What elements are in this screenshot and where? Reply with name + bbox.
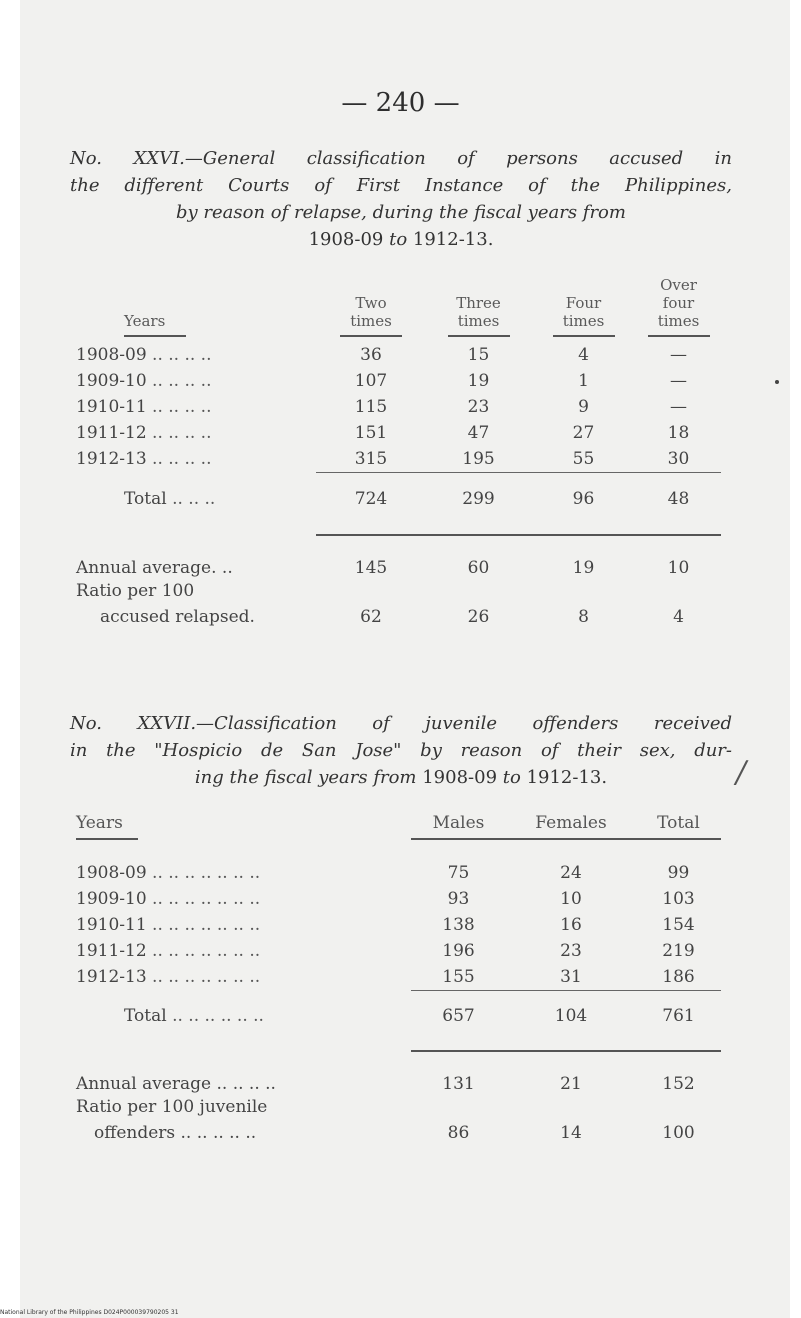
annual-row — [76, 536, 721, 578]
header-rule-row — [76, 838, 721, 860]
total-females: 104 — [554, 1006, 588, 1026]
cell-total: 154 — [662, 915, 695, 935]
header-females: Females — [535, 813, 607, 833]
pencil-mark: / — [736, 755, 747, 790]
table-row — [76, 420, 721, 446]
row-year: 1911-12 .. .. .. .. .. .. .. — [76, 941, 261, 961]
total-four: 96 — [572, 489, 595, 509]
row-year: 1909-10 .. .. .. .. .. .. .. — [76, 889, 261, 909]
cell-over: — — [670, 371, 687, 391]
cell-two: 315 — [354, 448, 388, 469]
ratio-row — [76, 1094, 721, 1146]
total-label: Total .. .. .. .. .. .. — [124, 1006, 264, 1026]
row-year: 1910-11 .. .. .. .. .. .. .. — [76, 915, 261, 935]
table-juvenile — [76, 808, 721, 1146]
header-males: Males — [432, 813, 485, 833]
scan-speck — [775, 380, 779, 384]
ratio-label: Ratio per 100 juvenile offenders .. .. .. .. .. — [76, 1097, 268, 1143]
cell-females: 10 — [560, 889, 582, 909]
cell-females: 24 — [560, 863, 582, 883]
annual-males: 131 — [442, 1074, 475, 1094]
cell-four: 1 — [578, 371, 589, 391]
header-years: Years — [124, 312, 166, 330]
total-males: 657 — [442, 1006, 475, 1026]
header-rule — [411, 838, 721, 840]
table1-caption-year-to: 1912-13. — [412, 229, 494, 250]
header-rule — [124, 335, 186, 337]
ratio-females: 14 — [560, 1123, 582, 1143]
footer-credit: National Library of the Philippines D024P000039790205 31 — [0, 1309, 179, 1316]
row-year: 1910-11 .. .. .. .. — [76, 397, 212, 417]
table-row — [76, 938, 721, 964]
cell-females: 23 — [560, 941, 582, 961]
table-header-row — [76, 808, 721, 838]
ratio-over: 4 — [673, 607, 684, 627]
row-year: 1911-12 .. .. .. .. — [76, 423, 212, 443]
header-three-times: Three times — [456, 294, 501, 330]
cell-two: 115 — [354, 397, 388, 417]
header-rule — [553, 335, 615, 337]
table-header-row — [76, 276, 721, 330]
header-years: Years — [76, 813, 123, 833]
ratio-two: 62 — [360, 607, 382, 627]
sum-rule — [411, 990, 721, 1002]
annual-label: Annual average .. .. .. .. — [76, 1074, 276, 1094]
row-year: 1908-09 .. .. .. .. .. .. .. — [76, 863, 261, 883]
cell-females: 16 — [560, 915, 582, 935]
table2-caption — [70, 710, 732, 791]
table1-caption-to: to — [389, 229, 408, 250]
total-rule-row — [76, 514, 721, 536]
total-three: 299 — [462, 489, 495, 509]
total-label: Total .. .. .. — [124, 489, 216, 509]
table2-caption-line1: No. XXVII.—Classification of juvenile offenders received — [70, 713, 732, 734]
cell-three: 19 — [467, 371, 490, 391]
ratio-males: 86 — [447, 1123, 470, 1143]
table1-caption-line2: the different Courts of First Instance of the Philippines, — [70, 175, 732, 196]
header-rule — [448, 335, 510, 337]
annual-three: 60 — [467, 558, 490, 578]
cell-four: 9 — [578, 397, 589, 417]
table-row — [76, 912, 721, 938]
annual-over: 10 — [667, 558, 690, 578]
header-two-times: Two times — [350, 294, 392, 330]
annual-females: 21 — [560, 1074, 582, 1094]
total-two: 724 — [354, 489, 388, 509]
cell-four: 55 — [572, 448, 595, 469]
cell-over: 30 — [667, 448, 690, 469]
table-row — [76, 368, 721, 394]
table1-caption-line1: No. XXVI.—General classification of persons accused in — [70, 148, 732, 169]
header-rule — [76, 838, 138, 840]
annual-total: 152 — [662, 1074, 695, 1094]
header-rule — [648, 335, 710, 337]
table1-caption-line4 — [70, 226, 732, 253]
cell-total: 186 — [662, 966, 695, 987]
header-rule-row — [76, 330, 721, 342]
table-row — [76, 886, 721, 912]
ratio-row — [76, 578, 721, 630]
cell-four: 4 — [578, 345, 589, 365]
sum-rule-row — [76, 472, 721, 484]
header-rule — [340, 335, 402, 337]
header-over-four-times: Over four times — [657, 276, 700, 330]
cell-males: 196 — [442, 941, 475, 961]
cell-total: 99 — [667, 863, 690, 883]
page-number: — 240 — — [341, 88, 460, 118]
cell-over: 18 — [667, 423, 690, 443]
total-row — [76, 1002, 721, 1030]
sum-rule — [316, 472, 721, 484]
table1-caption-line3: by reason of relapse, during the fiscal years from — [176, 202, 626, 223]
cell-three: 195 — [462, 448, 495, 469]
table2-caption-line3: ing the fiscal years from 1908-09 to 1912-13. — [194, 767, 608, 788]
annual-row — [76, 1052, 721, 1094]
cell-four: 27 — [572, 423, 595, 443]
cell-males: 75 — [447, 863, 470, 883]
table1-caption — [70, 145, 732, 253]
cell-males: 93 — [447, 889, 470, 909]
total-rule-row — [76, 1030, 721, 1052]
cell-over: — — [670, 345, 687, 365]
cell-total: 103 — [662, 889, 695, 909]
cell-females: 31 — [560, 966, 582, 987]
cell-two: 151 — [354, 423, 388, 443]
cell-three: 15 — [467, 345, 490, 365]
row-year: 1909-10 .. .. .. .. — [76, 371, 212, 391]
cell-males: 155 — [442, 966, 475, 987]
table1-caption-year-from: 1908-09 — [308, 229, 384, 250]
table-row — [76, 446, 721, 472]
cell-total: 219 — [662, 941, 695, 961]
row-year: 1912-13 .. .. .. .. .. .. .. — [76, 967, 261, 987]
annual-label: Annual average. .. — [76, 558, 233, 578]
cell-over: — — [670, 397, 687, 417]
annual-four: 19 — [572, 558, 595, 578]
row-year: 1912-13 .. .. .. .. — [76, 449, 212, 469]
cell-two: 36 — [360, 345, 382, 365]
total-row — [76, 484, 721, 514]
table-row — [76, 964, 721, 990]
ratio-label: Ratio per 100 accused relapsed. — [76, 581, 255, 627]
table-row — [76, 342, 721, 368]
row-year: 1908-09 .. .. .. .. — [76, 345, 212, 365]
ratio-total: 100 — [662, 1123, 695, 1143]
table-relapse — [76, 276, 721, 630]
annual-two: 145 — [354, 558, 388, 578]
total-total: 761 — [662, 1006, 695, 1026]
header-four-times: Four times — [562, 294, 605, 330]
ratio-three: 26 — [467, 607, 490, 627]
table-row — [76, 860, 721, 886]
sum-rule-row — [76, 990, 721, 1002]
total-over: 48 — [667, 489, 690, 509]
table-row — [76, 394, 721, 420]
cell-three: 23 — [467, 397, 490, 417]
cell-two: 107 — [354, 371, 388, 391]
cell-males: 138 — [442, 915, 475, 935]
cell-three: 47 — [467, 423, 490, 443]
table2-caption-line2: in the "Hospicio de San Jose" by reason of their sex, dur- — [70, 740, 732, 761]
ratio-four: 8 — [578, 607, 589, 627]
header-total: Total — [657, 813, 700, 833]
